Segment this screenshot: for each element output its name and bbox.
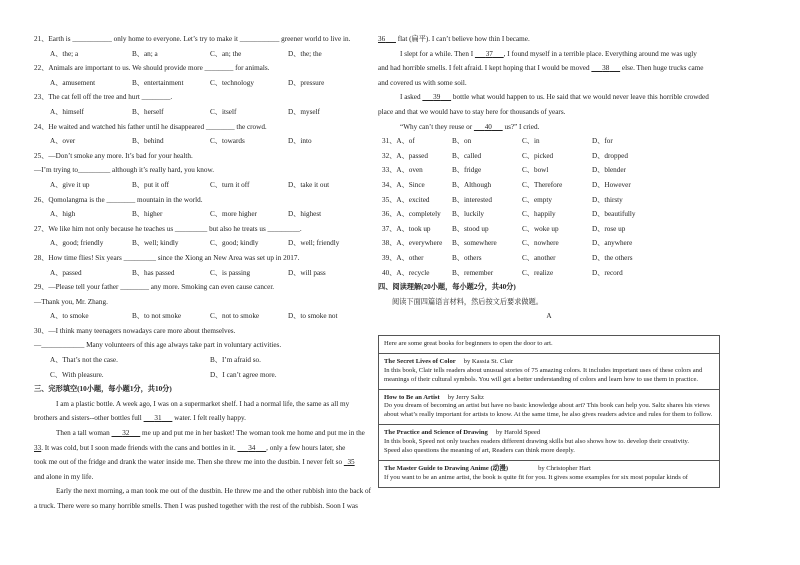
options-22: A、amusement B、entertainment C、technology D、pressure [50, 78, 325, 87]
book-description: In this book, Clair tells readers about unusual stories of 75 amazing colors. It includes important uses of these colors and meanings of their cultural symbols. You will get a better understanding of colors and learn how to use them in practice. [384, 366, 703, 383]
cloze-line-13: I asked 39 bottle what would happen to us. He said that we would never leave this horrible crowded [400, 93, 709, 102]
book-list-table [378, 335, 720, 488]
book-row-4 [379, 461, 719, 487]
options-40: 40、A、recycle B、remember C、realize D、record [382, 268, 623, 277]
options-39: 39、A、other B、others C、another D、the others [382, 253, 633, 262]
blank-34: 34 [248, 443, 256, 452]
book-row-2 [379, 390, 719, 426]
cloze-line-10: I slept for a while. Then I 37 , I found myself in a terrible place. Everything around me was ugly [400, 49, 697, 58]
book-title: The Secret Lives of Color [384, 357, 456, 365]
options-21: A、the; a B、an; a C、an; the D、the; the [50, 49, 322, 58]
options-28: A、passed B、has passed C、is passing D、will pass [50, 268, 326, 277]
cloze-line-12: and covered us with some soil. [378, 78, 467, 87]
book-author: by Kassia St. Clair [463, 357, 514, 365]
section-3-heading: 三、完形填空(10小题，每小题1分，共10分) [34, 385, 172, 394]
question-25: 25、—Don’t smoke any more. It’s bad for your health. [34, 151, 193, 160]
blank-39: 39 [433, 93, 441, 102]
cloze-line-11: and had horrible smells. I felt afraid. I kept hoping that I would be moved 38 else. Then huge trucks came [378, 64, 704, 73]
question-24: 24、He waited and watched his father until he disappeared ________ the crowd. [34, 122, 267, 131]
blank-32: 32 [122, 429, 130, 438]
options-27: A、good; friendly B、well; kindly C、good; kindly D、well; friendly [50, 239, 340, 248]
question-27: 27、We like him not only because he teaches us _________ but also he treats us _________. [34, 224, 302, 233]
cloze-line-2: brothers and sisters--other bottles full 31 water. I felt really happy. [34, 414, 246, 423]
options-23: A、himself B、herself C、itself D、myself [50, 107, 320, 116]
cloze-line-8: a truck. There were so many horrible smells. Then I was pushed together with the rest of the rubbish. Soon I was [34, 502, 358, 510]
reading-instruction: 阅读下面四篇语言材料，然后按文后要求做题。 [392, 297, 543, 306]
book-description: Speed also questions the meaning of art, Readers can think more deeply. [384, 447, 575, 455]
options-32: 32、A、passed B、called C、picked D、dropped [382, 151, 628, 160]
options-33: 33、A、oven B、fridge C、bowl D、blender [382, 166, 626, 175]
cloze-line-6: and alone in my life. [34, 472, 94, 481]
options-30-row2: C、With pleasure. D、I can’t agree more. [50, 370, 277, 379]
cloze-line-4: 33. It was cold, but I soon made friends with the cans and bottles in it. 34 , only a few hours later, she [34, 443, 346, 452]
question-29-line2: —Thank you, Mr. Zhang. [34, 297, 108, 306]
book-description: In this book, Speed not only teaches readers different drawing skills but also shows how to. develop their creativity. [384, 438, 690, 446]
passage-label: A [546, 312, 552, 321]
question-28: 28、How time flies! Six years _________ since the Xiong an New Area was set up in 2017. [34, 253, 300, 262]
options-31: 31、A、of B、on C、in D、for [382, 137, 613, 146]
cloze-options [378, 138, 720, 284]
book-author: by Harold Speed [495, 429, 541, 437]
options-29: A、to smoke B、to not smoke C、not to smoke D、to smoke not [50, 312, 338, 321]
left-column [34, 36, 379, 518]
blank-36: 36 [378, 35, 386, 43]
options-25: A、give it up B、put it off C、turn it off D、take it out [50, 180, 330, 189]
book-title: How to Be an Artist [384, 393, 440, 401]
blank-37: 37 [485, 49, 493, 58]
blank-33: 33 [34, 443, 42, 452]
question-23: 23、The cat fell off the tree and hurt ________. [34, 93, 173, 102]
book-author: by Jerry Saltz [447, 393, 484, 401]
options-36: 36、A、completely B、luckily C、happily D、beautifully [382, 210, 636, 219]
cloze-line-3: Then a tall woman 32 me up and put me in her basket! The woman took me home and put me in the [56, 429, 365, 438]
book-title: The Master Guide to Drawing Anime (动漫) [384, 464, 509, 472]
question-21: 21、Earth is ___________ only home to everyone. Let’s try to make it ___________ greener world to live in. [34, 35, 351, 43]
cloze-line-1: I am a plastic bottle. A week ago, I was on a supermarket shelf. I had a normal life, the same as all my [56, 399, 350, 408]
cloze-line-14: place and that we would have to stay here for thousands of years. [378, 107, 566, 116]
book-description: If you want to be an anime artist, the book is quite fit for you. It gives some examples for six most popular kinds of [384, 473, 688, 481]
question-30: 30、—I think many teenagers nowadays care more about themselves. [34, 326, 236, 335]
options-26: A、high B、higher C、more higher D、highest [50, 210, 322, 219]
options-34: 34、A、Since B、Although C、Therefore D、However [382, 180, 631, 189]
question-25-line2: —I’m trying to_________ although it’s really hard, you know. [34, 166, 214, 175]
blank-38: 38 [602, 64, 610, 73]
cloze-line-9: 36 flat (扁平). I can’t believe how thin I became. [378, 35, 530, 43]
options-24: A、over B、behind C、towards D、into [50, 137, 312, 146]
cloze-line-5: took me out of the fridge and drank the water inside me. Then she threw me into the dustbin. I never felt so 35 [34, 458, 355, 467]
section-4-heading: 四、阅读理解(20小题，每小题2分，共40分) [378, 283, 516, 292]
options-35: 35、A、excited B、interested C、empty D、thirsty [382, 195, 623, 204]
book-row-1 [379, 354, 719, 390]
question-30-line2: —____________ Many volunteers of this age always take part in voluntary activities. [34, 341, 282, 350]
right-column [378, 36, 720, 328]
book-author: by Christopher Hart [538, 464, 591, 472]
blank-40: 40 [484, 122, 492, 131]
options-30-row1: A、That’s not the case. B、I’m afraid so. [50, 356, 261, 365]
cloze-line-7: Early the next morning, a man took me out of the dustbin. He threw me and the other rubbish into the back of [56, 487, 371, 496]
question-26: 26、Qomolangma is the ________ mountain in the world. [34, 195, 203, 204]
options-37: 37、A、took up B、stood up C、woke up D、rose up [382, 224, 626, 233]
book-intro-row: Here are some great books for beginners to open the door to art. [379, 336, 719, 354]
book-description: Do you dream of becoming an artist but have no basic knowledge about art? This book can help you. Saltz shares his views about what’s really important for artists to know. At the same time, he also gives readers advice and rules for them to follow. [384, 402, 713, 419]
cloze-line-15: “Why can’t they reuse or 40 us?” I cried. [400, 122, 540, 131]
blank-31: 31 [154, 414, 162, 423]
question-29: 29、—Please tell your father ________ any more. Smoking can even cause cancer. [34, 283, 275, 292]
options-38: 38、A、everywhere B、somewhere C、nowhere D、anywhere [382, 239, 633, 248]
question-22: 22、Animals are important to us. We should provide more ________ for animals. [34, 64, 270, 73]
book-row-3 [379, 425, 719, 461]
book-title: The Practice and Science of Drawing [384, 429, 488, 437]
blank-35: 35 [347, 458, 355, 467]
